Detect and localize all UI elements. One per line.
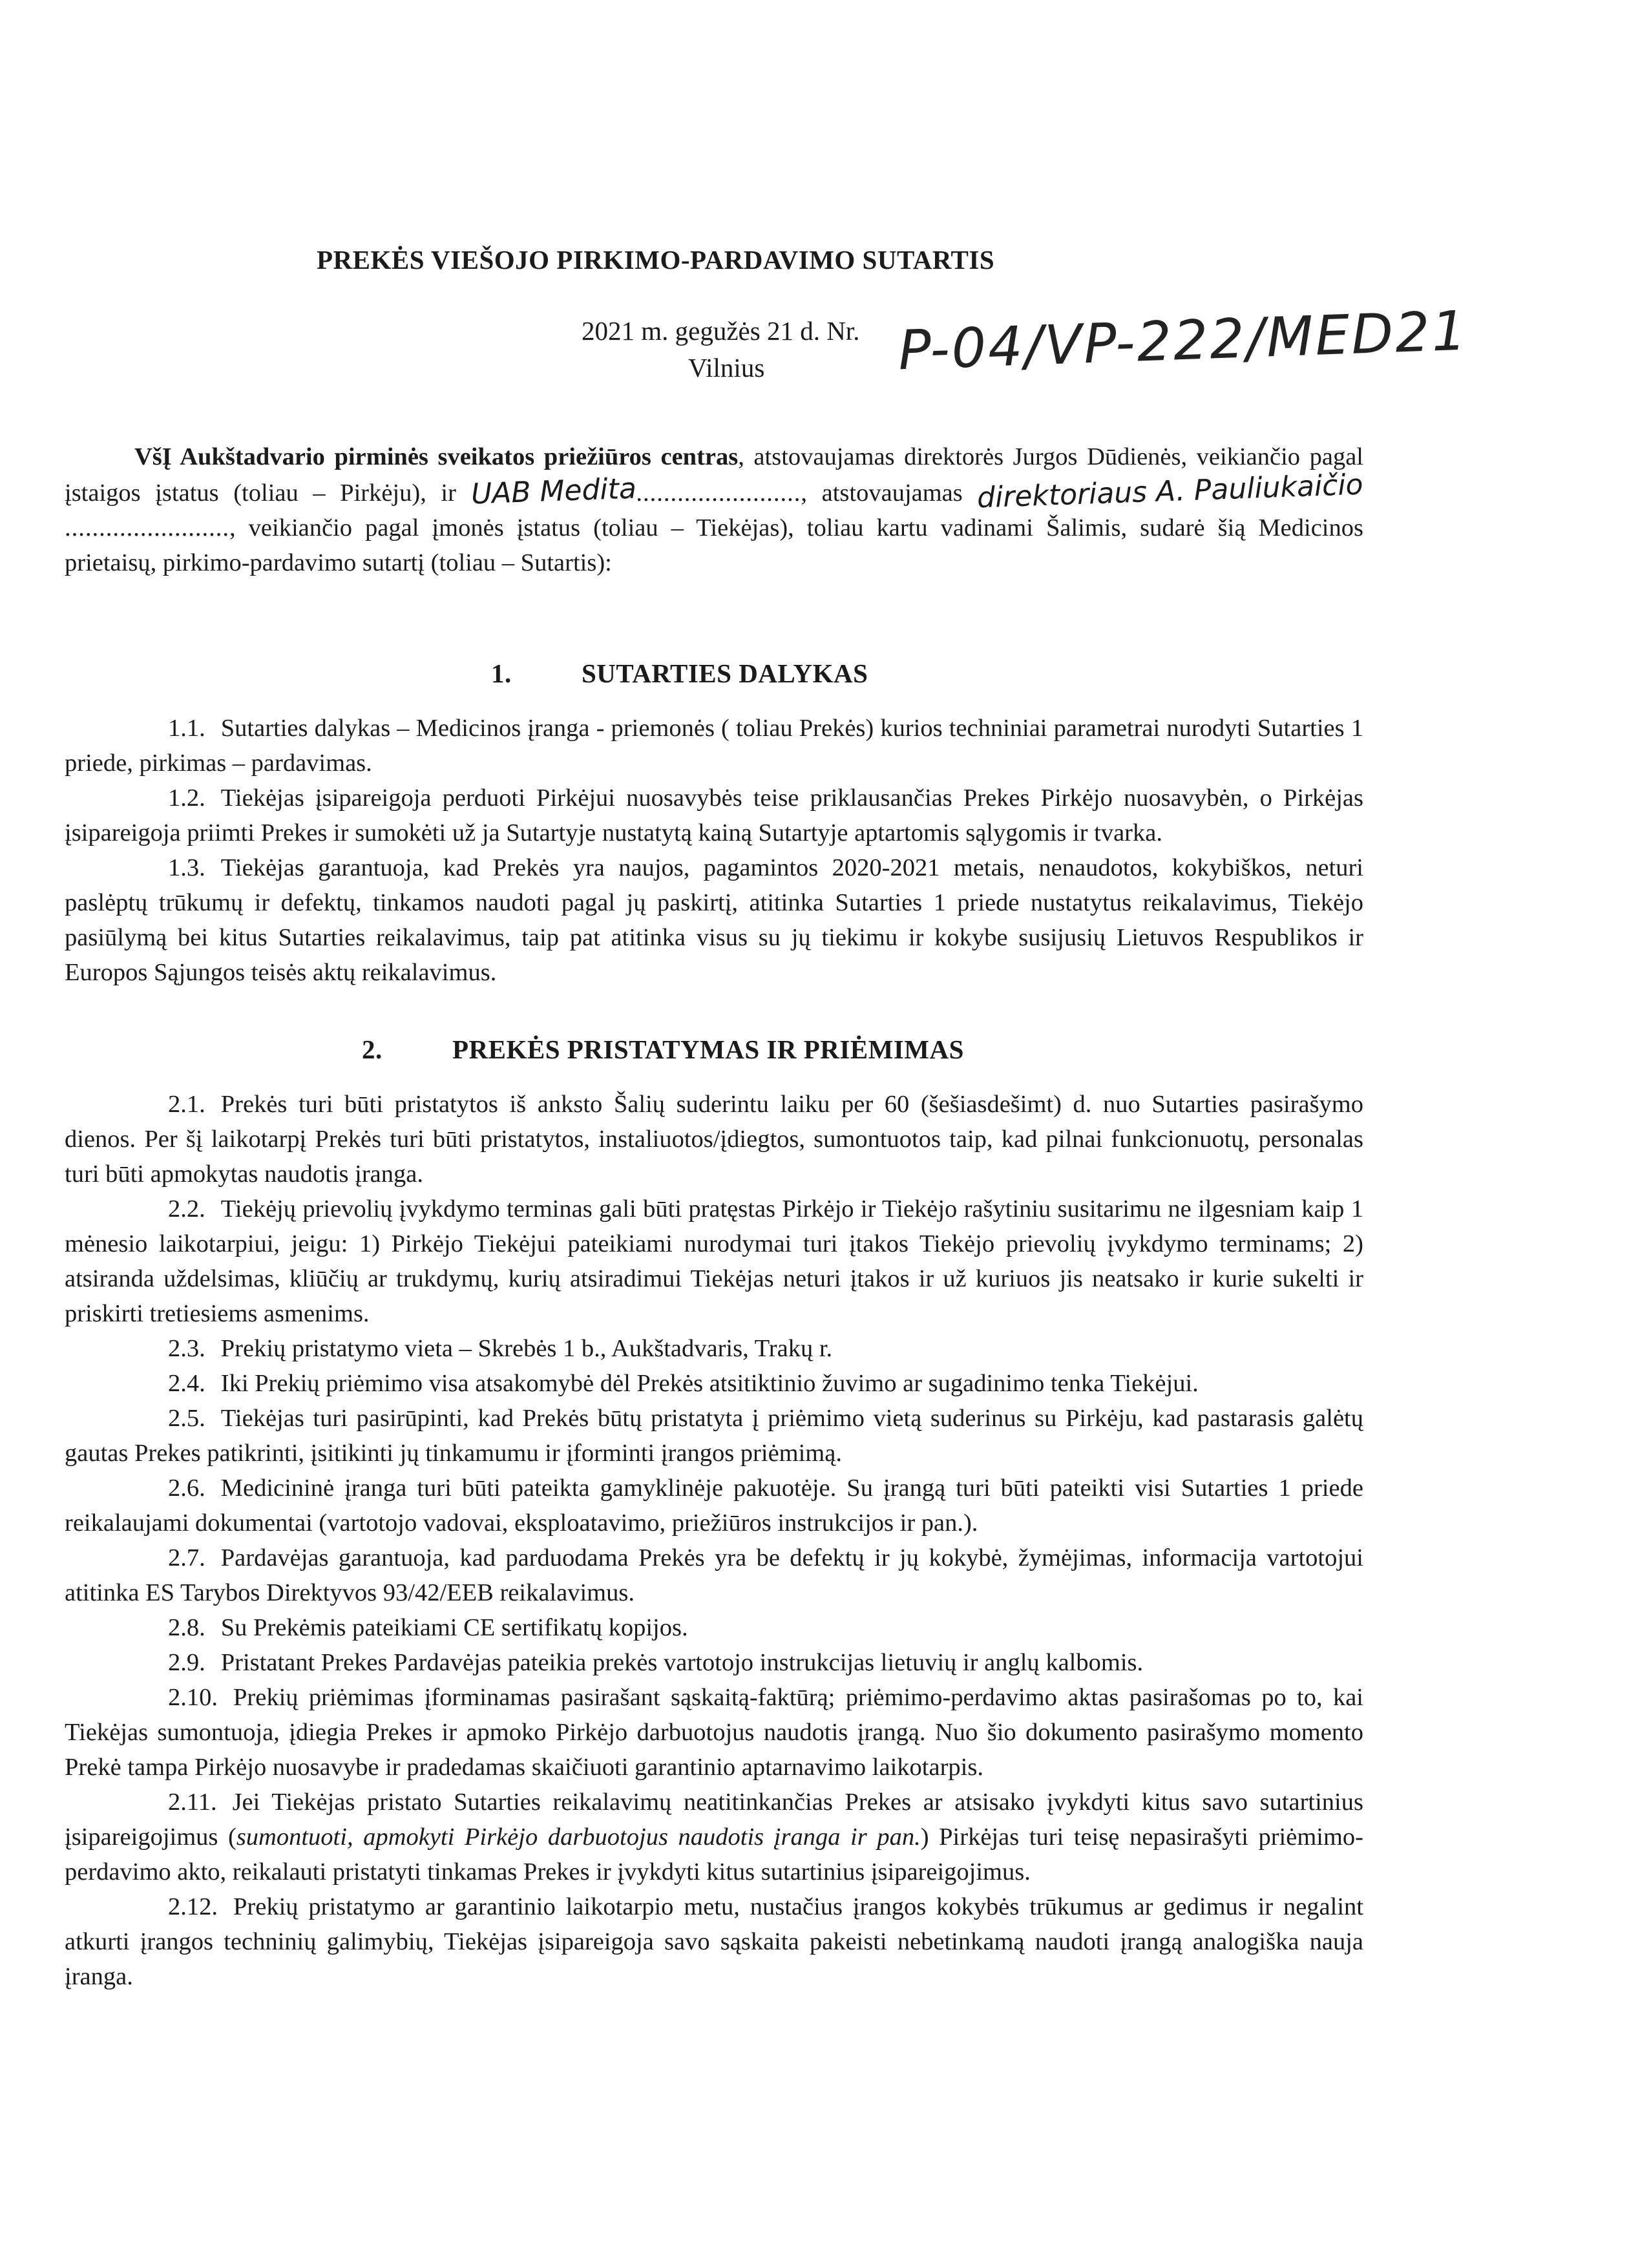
clause-text: Tiekėjas garantuoja, kad Prekės yra naujos, pagamintos 2020-2021 metais, nenaudotos, kokybiškos, neturi paslėptų trūkumų ir defektų, tinkamos naudoti pagal jų paskirtį, atitinka Sutarties 1 priede nustatytus reikalavimus, Tiekėjo pasiūlymą bei kitus Sutarties reikalavimus, taip pat atitinka visus su jų tiekimu ir kokybe susijusių Lietuvos Respublikos ir Europos Sąjungos teisės aktų reikalavimus.	[65, 854, 1363, 986]
clause-2-11	[65, 1785, 1363, 1889]
clause-text: Sutarties dalykas – Medicinos įranga - priemonės ( toliau Prekės) kurios techniniai parametrai nurodyti Sutarties 1 priede, pirkimas – pardavimas.	[65, 715, 1363, 777]
clause-number: 2.11.	[168, 1789, 217, 1816]
intro-part-3: , veikiančio pagal įmonės įstatus (toliau – Tiekėjas), toliau kartu vadinami Šalimis, sudarė šią Medicinos prietaisų, pirkimo-pardavimo sutartį (toliau – Sutartis):	[65, 514, 1363, 576]
clause-text: Prekių pristatymo ar garantinio laikotarpio metu, nustačius įrangos kokybės trūkumus ar gedimus ir negalint atkurti įrangos techninių galimybių, Tiekėjas įsipareigoja savo sąskaita pakeisti nebetinkamą naudoti įrangą analogiška nauja įranga.	[65, 1893, 1363, 1990]
intro-part-1: , atstovaujamas direktorės Jurgos Dūdienės, veikiančio pagal įstaigos įstatus (toliau – Pirkėju), ir	[65, 443, 1363, 507]
section-2-items	[65, 1087, 1363, 1994]
clause-number: 2.6.	[168, 1475, 205, 1502]
clause-text: Tiekėjas įsipareigoja perduoti Pirkėjui nuosavybės teise priklausančias Prekes Pirkėjo nuosavybėn, o Pirkėjas įsipareigoja priimti Prekes ir sumokėti už ja Sutartyje nustatytą kainą Sutartyje aptartomis sąlygomis ir tvarka.	[65, 784, 1363, 846]
clause-2-10	[65, 1680, 1363, 1785]
section-2-heading	[362, 1034, 964, 1065]
clause-text-after: ) Pirkėjas turi teisę nepasirašyti priėmimo-perdavimo akto, reikalauti pristatyti tinkamas Prekes ir įvykdyti kitus sutartinius įsipareigojimus.	[65, 1823, 1364, 1885]
clause-number: 1.2.	[168, 784, 205, 812]
clause-text: Tiekėjas turi pasirūpinti, kad Prekės būtų pristatyta į priėmimo vietą suderinus su Pirkėju, kad pastarasis galėtų gautas Prekes patikrinti, įsitikinti jų tinkamumu ir įforminti įrangos priėmimą.	[65, 1405, 1363, 1467]
section-title: SUTARTIES DALYKAS	[582, 658, 868, 688]
clause-2-4	[65, 1366, 1363, 1401]
clause-text-italic: sumontuoti, apmokyti Pirkėjo darbuotojus naudotis įranga ir pan.	[236, 1823, 921, 1851]
clause-2-8	[65, 1610, 1363, 1645]
clause-text: Su Prekėmis pateikiami CE sertifikatų kopijos.	[220, 1614, 688, 1641]
clause-number: 2.8.	[168, 1614, 205, 1641]
clause-text: Iki Prekių priėmimo visa atsakomybė dėl Prekės atsitiktinio žuvimo ar sugadinimo tenka Tiekėjui.	[220, 1370, 1199, 1397]
clause-2-6	[65, 1471, 1363, 1540]
clause-text: Prekių pristatymo vieta – Skrebės 1 b., Aukštadvaris, Trakų r.	[220, 1335, 833, 1362]
document-title: PREKĖS VIEŠOJO PIRKIMO-PARDAVIMO SUTARTIS	[317, 245, 995, 275]
clause-number: 1.1.	[168, 715, 205, 742]
clause-1-3	[65, 850, 1363, 990]
clause-2-2	[65, 1192, 1363, 1331]
clause-2-9	[65, 1645, 1363, 1680]
clause-text: Tiekėjų prievolių įvykdymo terminas gali būti pratęstas Pirkėjo ir Tiekėjo rašytiniu susitarimu ne ilgesniam kaip 1 mėnesio laikotarpiui, jeigu: 1) Pirkėjo Tiekėjui pateikiami nurodymai turi įtakos Tiekėjo prievolių įvykdymo terminams; 2) atsiranda uždelsimas, kliūčių ar trukdymų, kurių atsiradimui Tiekėjas neturi įtakos ir už kuriuos jis neatsako ir kurie sukelti ir priskirti tretiesiems asmenims.	[65, 1195, 1363, 1327]
clause-number: 1.3.	[168, 854, 205, 881]
clause-number: 2.3.	[168, 1335, 205, 1362]
clause-text-before: Jei Tiekėjas pristato Sutarties reikalavimų neatitinkančias Prekes ar atsisako įvykdyti kitus savo sutartinius įsipareigojimus (	[65, 1789, 1363, 1851]
clause-number: 2.1.	[168, 1091, 205, 1118]
section-number: 1.	[491, 658, 512, 688]
buyer-name: VšĮ Aukštadvario pirminės sveikatos priežiūros centras	[134, 443, 739, 470]
representative-dots: ........................	[65, 514, 229, 541]
clause-2-5	[65, 1401, 1363, 1471]
section-title: PREKĖS PRISTATYMAS IR PRIĖMIMAS	[452, 1034, 964, 1064]
handwritten-contract-number: P-04/VP-222/MED21	[897, 299, 1469, 383]
clause-text: Medicininė įranga turi būti pateikta gamyklinėje pakuotėje. Su įrangą turi būti pateikti visi Sutarties 1 priede reikalaujami dokumentai (vartotojo vadovai, eksploatavimo, priežiūros instrukcijos ir pan.).	[65, 1475, 1363, 1537]
section-1-items	[65, 711, 1363, 990]
clause-2-7	[65, 1540, 1363, 1610]
clause-number: 2.5.	[168, 1405, 205, 1432]
date-line: 2021 m. gegužės 21 d. Nr.	[582, 316, 860, 346]
clause-2-12	[65, 1889, 1363, 1994]
clause-number: 2.2.	[168, 1195, 205, 1223]
section-number: 2.	[362, 1034, 383, 1064]
clause-number: 2.7.	[168, 1544, 205, 1571]
city-name: Vilnius	[688, 353, 765, 383]
section-1-heading	[491, 658, 868, 689]
intro-part-2: , atstovaujamas	[801, 479, 963, 507]
clause-number: 2.12.	[168, 1893, 218, 1920]
clause-text: Pardavėjas garantuoja, kad parduodama Prekės yra be defektų ir jų kokybė, žymėjimas, informacija vartotojui atitinka ES Tarybos Direktyvos 93/42/EEB reikalavimus.	[65, 1544, 1363, 1606]
supplier-dots: ........................	[636, 479, 801, 507]
clause-number: 2.4.	[168, 1370, 205, 1397]
clause-1-2	[65, 781, 1363, 850]
clause-number: 2.9.	[168, 1649, 205, 1676]
clause-text: Pristatant Prekes Pardavėjas pateikia prekės vartotojo instrukcijas lietuvių ir anglų kalbomis.	[220, 1649, 1144, 1676]
clause-1-1	[65, 711, 1363, 781]
intro-paragraph	[65, 439, 1363, 580]
clause-2-1	[65, 1087, 1363, 1192]
clause-number: 2.10.	[168, 1684, 218, 1711]
handwritten-supplier: UAB Medita	[470, 472, 637, 511]
clause-text: Prekės turi būti pristatytos iš anksto Šalių suderintu laiku per 60 (šešiasdešimt) d. nuo Sutarties pasirašymo dienos. Per šį laikotarpį Prekės turi būti pristatytos, instaliuotos/įdiegtos, sumontuotos taip, kad pilnai funkcionuotų, personalas turi būti apmokytas naudotis įranga.	[65, 1091, 1363, 1188]
clause-text: Prekių priėmimas įforminamas pasirašant sąskaitą-faktūrą; priėmimo-perdavimo aktas pasirašomas po to, kai Tiekėjas sumontuoja, įdiegia Prekes ir apmoko Pirkėjo darbuotojus naudotis įrangą. Nuo šio dokumento pasirašymo momento Prekė tampa Pirkėjo nuosavybe ir pradedamas skaičiuoti garantinio aptarnavimo laikotarpis.	[65, 1684, 1363, 1781]
handwritten-representative: direktoriaus A. Pauliukaičio	[976, 468, 1364, 515]
clause-2-3	[65, 1331, 1363, 1366]
